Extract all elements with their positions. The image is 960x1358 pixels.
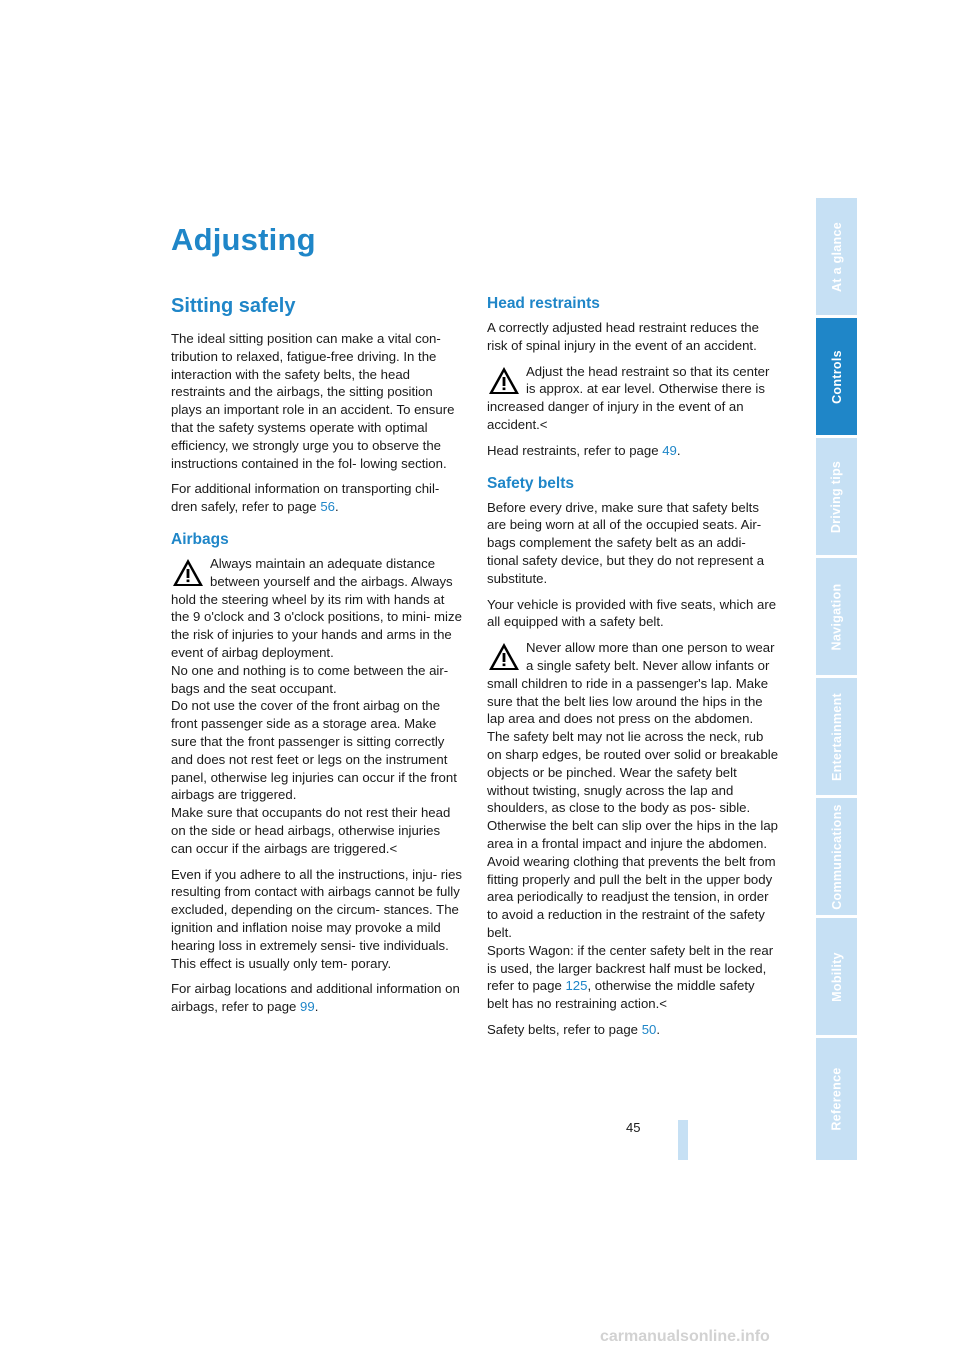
airbags-warning-text-1: Always maintain an adequate distance between yourself and the airbags. Always hold the steering wheel by its rim with hands at the 9 o'clock and 3 o'clock positions, to mini- mize the risk of injuries to your hands and arms in the event of airbag deployment. (171, 555, 462, 660)
tab-entertainment[interactable] (816, 678, 857, 795)
safety-belts-intro: Before every drive, make sure that safety belts are being worn at all of the occupied seats. Air- bags complement the safety belt as an addi- tional safety device, but they do not represent a substitute. (487, 499, 765, 586)
safety-belts-warning-text-1: Never allow more than one person to wear a single safety belt. Never allow infants or small children to ride in a passenger's lap. Make sure that the belt lies low around the hips in the lap area and does not press on the abdomen. The safety belt may not lie across the neck, rub on sharp edges, be routed over solid or breakable objects or be pinched. Wear the safety belt without twisting, snugly across the lap and shoulders, as close to the body as pos- sible. Otherwise the belt can slip over the hips in the lap area in a frontal impact and injure the abdomen. Avoid wearing clothing that prevents the belt from fitting properly and pull the belt in the upper body area periodically to readjust the tension, in order to avoid a reduction in the restraint of the safety belt. (487, 640, 779, 940)
subheading-safety-belts: Safety belts (487, 474, 575, 492)
tab-mobility[interactable] (816, 918, 857, 1035)
airbags-warning-text-4-body: Make sure that occupants do not rest their head on the side or head airbags, otherwise injuries can occur if the airbags are triggered. (171, 805, 451, 856)
sitting-intro-paragraph: The ideal sitting position can make a vital con- tribution to relaxed, fatigue-free driving. In the interaction with the safety belts, the head restraints and the airbags, the sitting position plays an important role in an accident. To ensure that the safety systems operate with optimal efficiency, we strongly urge you to observe the instructions contained in the fol- lowing section. (171, 331, 455, 471)
tab-label: Mobility (829, 951, 844, 1002)
safety-belts-reference-text: Safety belts, refer to page (487, 1021, 642, 1037)
head-restraints-reference: Head restraints, refer to page 49. (487, 442, 681, 458)
page-title: Adjusting (171, 222, 316, 257)
right-column (487, 294, 779, 1047)
tab-label: Communications (829, 803, 844, 910)
subheading-head-restraints: Head restraints (487, 295, 600, 312)
children-reference-paragraph: For additional information on transporting chil- dren safely, refer to page 56. (171, 481, 440, 515)
backrest-page-link[interactable]: 125 (565, 978, 588, 994)
safety-belts-warning-block (487, 639, 779, 1013)
tab-label: At a glance (829, 221, 844, 292)
warning-triangle-icon (487, 364, 521, 398)
head-restraints-warning-block (487, 363, 779, 434)
airbags-adhere-paragraph: Even if you adhere to all the instructions, inju- ries resulting from contact with airbags cannot be fully excluded, depending on the circum- stances. The ignition and inflation noise may provoke a mild hearing loss in extremely sensi- tive individuals. This effect is usually only tem- porary. (171, 866, 463, 971)
tab-controls[interactable] (816, 318, 857, 435)
chapter-tabs (816, 198, 857, 1160)
left-column (171, 292, 463, 1024)
airbags-locations-text: For airbag locations and additional information on airbags, refer to page (171, 981, 460, 1015)
children-page-link[interactable]: 56 (320, 499, 335, 515)
section-heading-sitting-safely: Sitting safely (171, 295, 296, 317)
tab-label: Driving tips (829, 460, 844, 533)
safety-belts-warning-text-2 (487, 942, 779, 1013)
children-reference-text: For additional information on transporting chil- dren safely, refer to page (171, 481, 440, 515)
safety-belts-page-link[interactable]: 50 (641, 1021, 657, 1037)
head-restraints-reference-text: Head restraints, refer to page (487, 442, 663, 458)
end-mark: < (389, 840, 398, 856)
head-restraints-warning-body: Adjust the head restraint so that its center is approx. at ear level. Otherwise there is increased danger of injury in the event of an accident. (487, 363, 770, 432)
safety-belts-reference: Safety belts, refer to page 50. (487, 1021, 661, 1037)
page-number-bar (678, 1120, 688, 1160)
tab-label: Reference (829, 1067, 844, 1131)
footer-watermark: carmanualsonline.info (600, 1328, 770, 1345)
head-restraints-page-link[interactable]: 49 (662, 442, 677, 458)
airbags-warning-block (171, 555, 463, 858)
airbags-warning-text-4 (171, 804, 463, 857)
airbags-locations-paragraph: For airbag locations and additional information on airbags, refer to page 99. (171, 981, 460, 1015)
subheading-airbags: Airbags (171, 530, 229, 548)
end-mark: < (539, 416, 548, 432)
safety-belts-seats: Your vehicle is provided with five seats, which are all equipped with a safety belt. (487, 596, 777, 630)
warning-triangle-icon (487, 640, 521, 674)
head-restraints-warning-text (487, 363, 779, 434)
tab-label: Navigation (829, 583, 844, 650)
tab-communications[interactable] (816, 798, 857, 915)
airbags-warning-text-2: No one and nothing is to come between the air- bags and the seat occupant. (171, 662, 449, 696)
tab-navigation[interactable] (816, 558, 857, 675)
airbags-warning-text-3: Do not use the cover of the front airbag on the front passenger side as a storage area. Make sure that the front passenger is sitting correctly and does not rest feet or legs on the instrument panel, otherwise leg injuries can occur if the front airbags are triggered. (171, 698, 457, 803)
safety-belts-warning-text-2-body: Sports Wagon: if the center safety belt in the rear is used, the larger backrest half must be locked, refer to page (487, 942, 774, 994)
tab-at-a-glance[interactable] (816, 198, 857, 315)
head-restraints-intro: A correctly adjusted head restraint reduces the risk of spinal injury in the event of an accident. (487, 320, 759, 353)
tab-label: Controls (829, 349, 844, 404)
end-mark: < (659, 996, 667, 1012)
page-number: 45 (626, 1120, 641, 1135)
tab-label: Entertainment (829, 692, 844, 781)
warning-triangle-icon (171, 556, 205, 590)
tab-driving-tips[interactable] (816, 438, 857, 555)
safety-belts-warning-text-2-tail: , otherwise the middle safety belt has no restraining action. (487, 978, 755, 1012)
tab-reference[interactable] (816, 1038, 857, 1160)
airbags-page-link[interactable]: 99 (300, 999, 315, 1015)
